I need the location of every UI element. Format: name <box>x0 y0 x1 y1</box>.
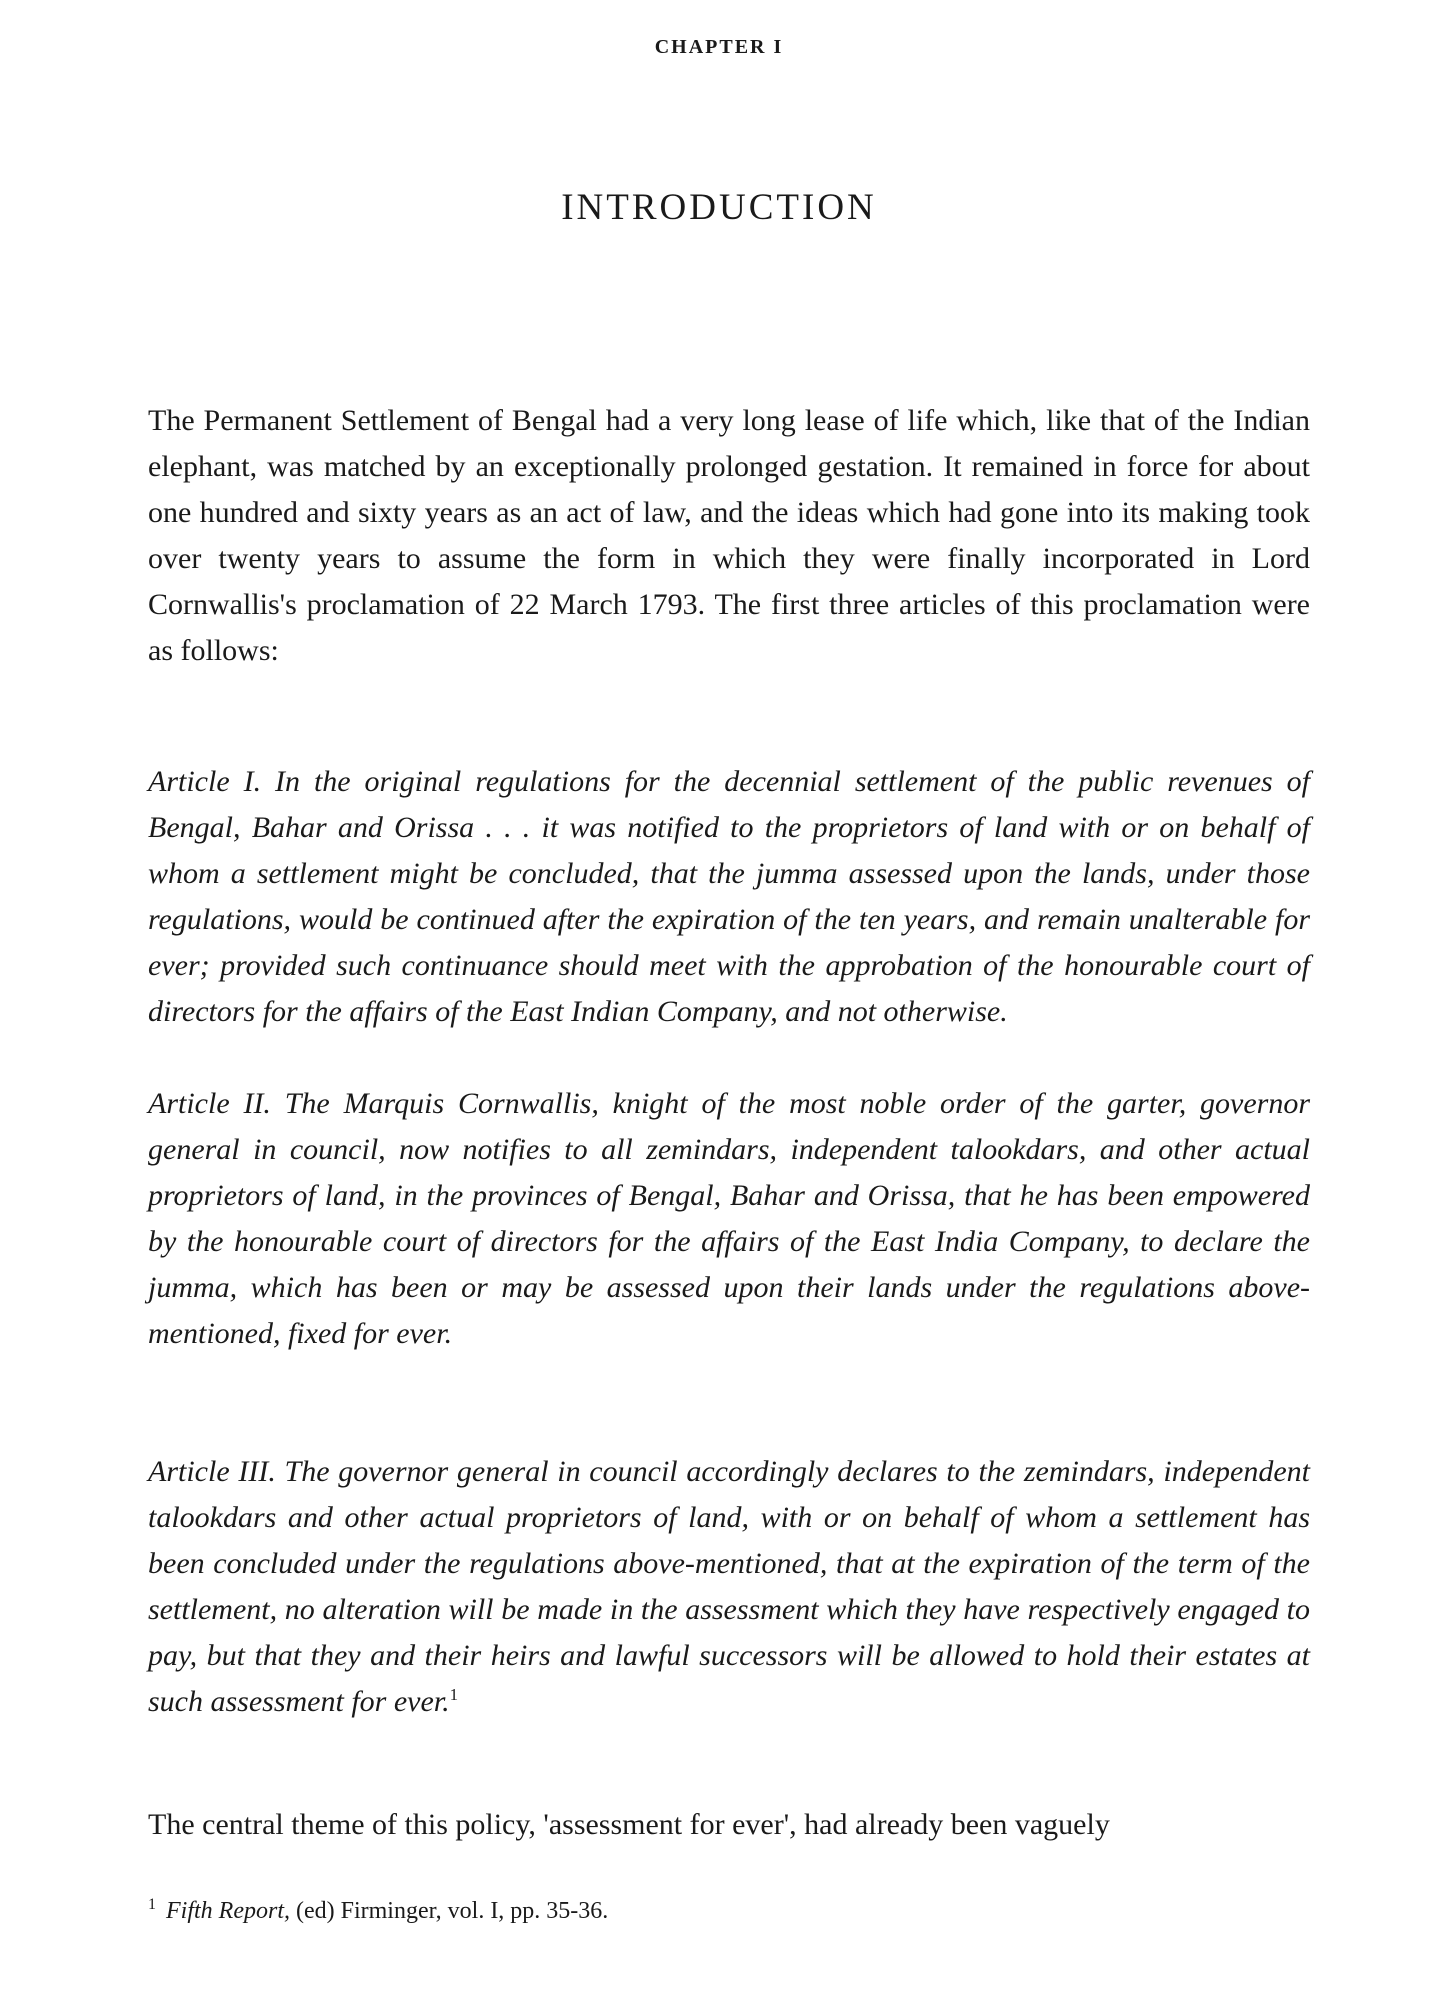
chapter-title: INTRODUCTION <box>561 187 877 228</box>
quoted-article-1: Article I. In the original regulations for the decennial settlement of the public revenues of Bengal, Bahar and Orissa . . . it was notified to the proprietors of land with or on behalf of whom a settlement might be concluded, that the jumma assessed upon the lands, under those regulations, would be continued after the expiration of the ten years, and remain unalterable for ever; provided such continuance should meet with the approbation of the honourable court of directors for the affairs of the East Indian Company, and not otherwise. <box>148 765 1310 1028</box>
footnote-reference: 1 <box>449 1685 459 1704</box>
footnote-mark: 1 <box>148 1896 156 1913</box>
body-paragraph: The Permanent Settlement of Bengal had a very long lease of life which, like that of the Indian elephant, was matched by an exceptionally prolonged gestation. It remained in force for about one hundred and sixty years as an act of law, and the ideas which had gone into its making took over twenty years to assume the form in which they were finally incorporated in Lord Cornwallis's proclamation of 22 March 1793. The first three articles of this proclamation were as follows: <box>148 404 1310 667</box>
chapter-label: CHAPTER I <box>654 36 784 58</box>
footnote <box>148 1896 1310 1926</box>
quoted-article-2: Article II. The Marquis Cornwallis, knight of the most noble order of the garter, governor general in council, now notifies to all zemindars, independent talookdars, and other actual proprietors of land, in the provinces of Bengal, Bahar and Orissa, that he has been empowered by the honourable court of directors for the affairs of the East India Company, to declare the jumma, which has been or may be assessed upon their lands under the regulations above-mentioned, fixed for ever. <box>148 1087 1310 1350</box>
footnote-source-detail: (ed) Firminger, vol. I, pp. 35-36. <box>295 1898 609 1924</box>
quoted-article-3-text: Article III. The governor general in council accordingly declares to the zemindars, independent talookdars and other actual proprietors of land, with or on behalf of whom a settlement has been concluded under the regulations above-mentioned, that at the expiration of the term of the settlement, no alteration will be made in the assessment which they have respectively engaged to pay, but that they and their heirs and lawful successors will be allowed to hold their estates at such assessment for ever. <box>148 1455 1310 1718</box>
footnote-source-title: Fifth Report, <box>166 1898 290 1924</box>
body-paragraph-continued: The central theme of this policy, 'assessment for ever', had already been vaguely <box>148 1808 1110 1841</box>
quoted-article-3 <box>148 1449 1310 1725</box>
